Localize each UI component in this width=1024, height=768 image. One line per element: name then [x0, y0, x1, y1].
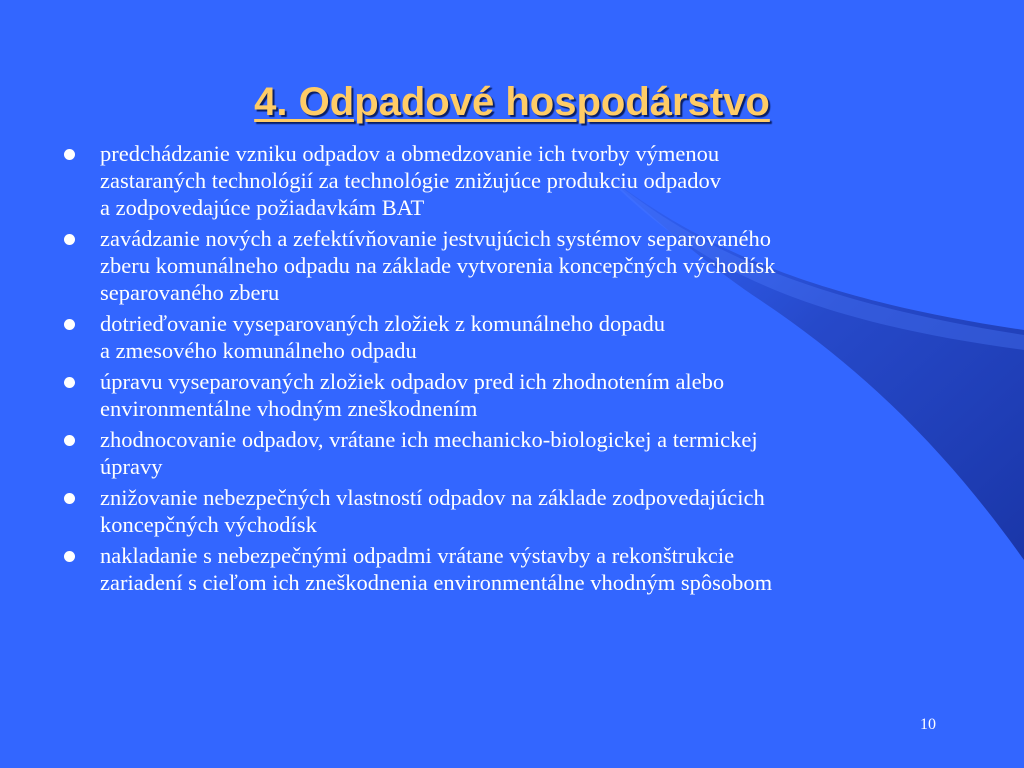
bullet-text: nakladanie s nebezpečnými odpadmi vrátane výstavby a rekonštrukcie zariadení s cieľom ich zneškodnenia environmentálne vhodným spôsobom: [100, 543, 773, 595]
bullet-text: znižovanie nebezpečných vlastností odpadov na základe zodpovedajúcich koncepčných východísk: [100, 485, 765, 537]
slide-title: 4. Odpadové hospodárstvo: [254, 80, 770, 124]
bullet-dot-icon: [64, 377, 75, 388]
page-number: 10: [920, 716, 936, 733]
bullet-dot-icon: [64, 435, 75, 446]
bullet-dot-icon: [64, 234, 75, 245]
bullet-item: [60, 542, 970, 596]
bullet-text: dotrieďovanie vyseparovaných zložiek z komunálneho dopadu a zmesového komunálneho odpadu: [100, 311, 665, 363]
bullet-dot-icon: [64, 551, 75, 562]
bullet-item: [60, 426, 970, 480]
bullet-text: úpravu vyseparovaných zložiek odpadov pred ich zhodnotením alebo environmentálne vhodným zneškodnením: [100, 369, 725, 421]
bullet-list: [60, 140, 970, 600]
bullet-item: [60, 225, 970, 306]
bullet-dot-icon: [64, 149, 75, 160]
bullet-text: zhodnocovanie odpadov, vrátane ich mechanicko-biologickej a termickej úpravy: [100, 427, 758, 479]
bullet-dot-icon: [64, 319, 75, 330]
bullet-item: [60, 368, 970, 422]
bullet-dot-icon: [64, 493, 75, 504]
bullet-text: predchádzanie vzniku odpadov a obmedzovanie ich tvorby výmenou zastaraných technológií za technológie znižujúce produkciu odpadov a zodpovedajúce požiadavkám BAT: [100, 141, 722, 220]
bullet-item: [60, 484, 970, 538]
bullet-text: zavádzanie nových a zefektívňovanie jestvujúcich systémov separovaného zberu komunálneho odpadu na základe vytvorenia koncepčných východísk separovaného zberu: [100, 226, 776, 305]
bullet-item: [60, 310, 970, 364]
bullet-item: [60, 140, 970, 221]
